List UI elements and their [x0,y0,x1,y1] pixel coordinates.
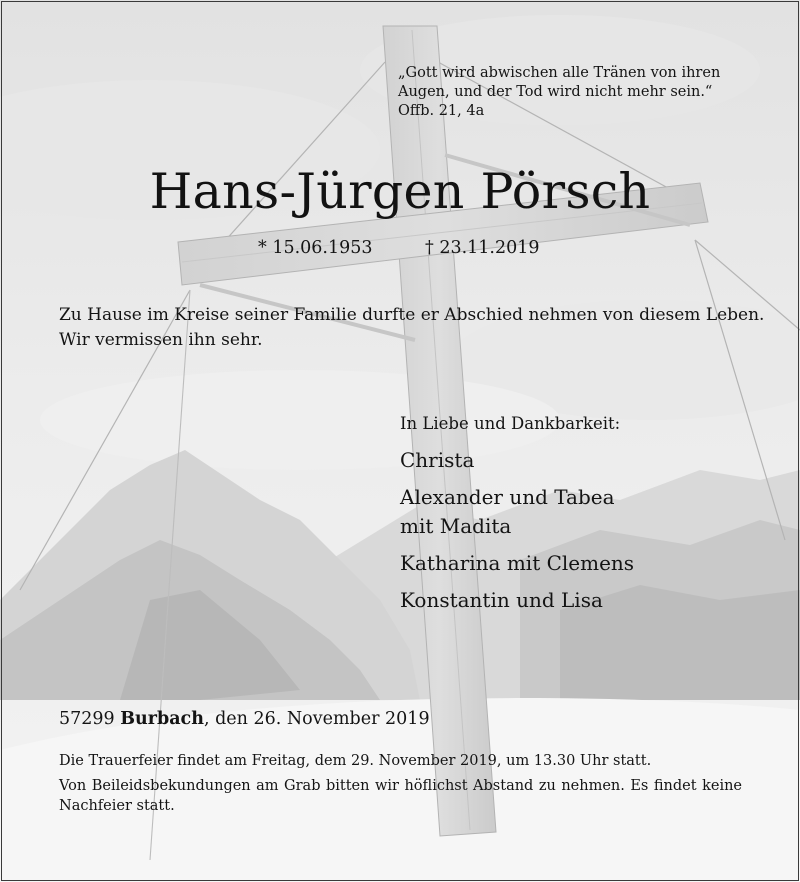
verse-line: „Gott wird abwischen alle Tränen von ihren [398,65,721,81]
bible-verse [398,64,728,121]
deceased-name: Hans-Jürgen Pörsch [149,163,651,220]
birth-date: * 15.06.1953 [258,238,373,258]
mourner-line: Katharina mit Clemens [400,551,635,575]
verse-line: Augen, und der Tod wird nicht mehr sein.“ [398,84,713,100]
farewell-text [59,303,764,353]
place-and-date [59,707,430,731]
mourners-list [400,446,634,623]
mourner-line: mit Madita [400,514,512,538]
postcode: 57299 [59,709,115,729]
dedication-heading: In Liebe und Dankbarkeit: [400,414,621,433]
mourner-line: Konstantin und Lisa [400,588,603,612]
verse-reference: Offb. 21, 4a [398,103,485,119]
farewell-line: Zu Hause im Kreise seiner Familie durfte er Abschied nehmen von diesem Leben. [59,305,765,325]
mourner-entry [400,483,634,541]
funeral-notes [59,751,742,816]
mourner-line: Alexander und Tabea [400,485,615,509]
death-date: † 23.11.2019 [425,238,540,258]
mourner-line: Christa [400,448,475,472]
city: Burbach [120,709,204,729]
mourner-entry [400,586,634,615]
funeral-info: Die Trauerfeier findet am Freitag, dem 29. November 2019, um 13.30 Uhr statt. [59,753,652,769]
mourner-entry [400,549,634,578]
farewell-line: Wir vermissen ihn sehr. [59,330,263,350]
condolence-info: Von Beileidsbekundungen am Grab bitten wir höflichst Abstand zu nehmen. Es findet keine Nachfeier statt. [59,778,742,814]
notice-date: , den 26. November 2019 [203,709,430,729]
mourner-entry [400,446,634,475]
